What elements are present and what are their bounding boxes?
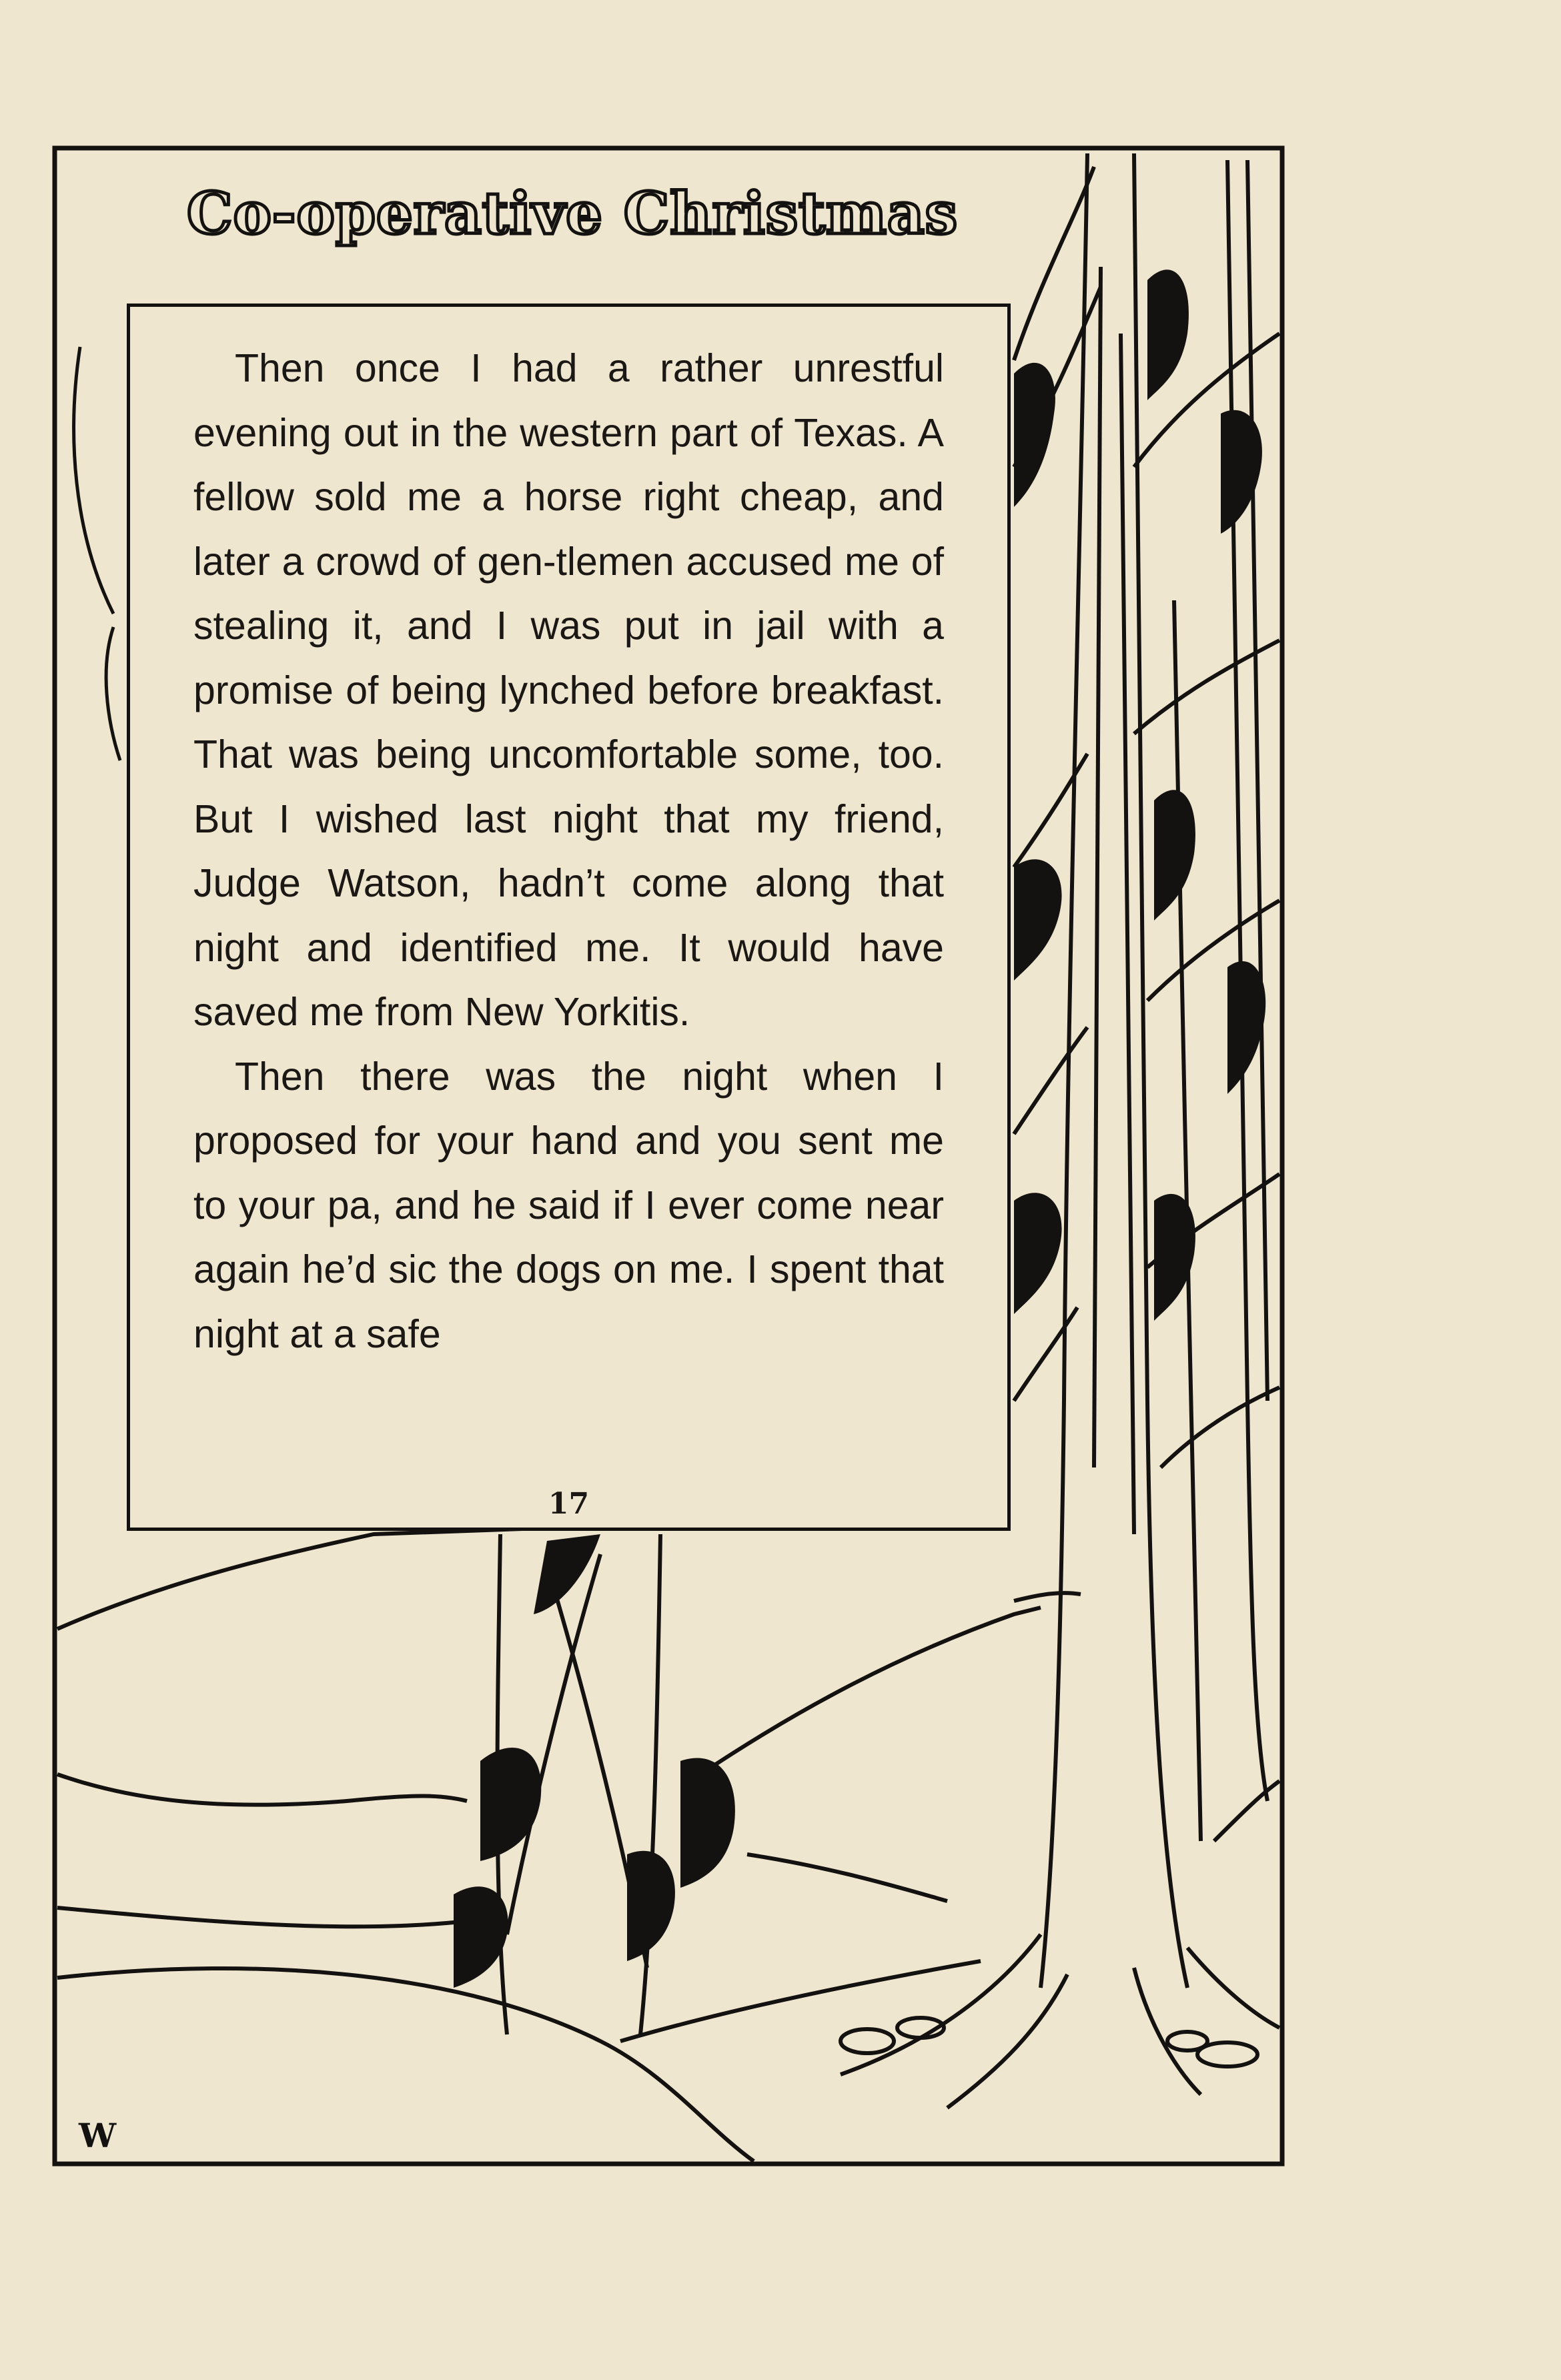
left-bush <box>74 347 120 760</box>
body-paragraph: Then once I had a rather unrestful evening out in the western part of Texas. A fellow sold me a horse right cheap, and later a crowd of gen-tlemen accused me of stealing it, and I was put in jail with a promise of being lynched before breakfast. That was being uncomfortable some, too. But I wished last night that my friend, Judge Watson, hadn’t come along that night and identified me. It would have saved me from New Yorkitis. <box>193 346 944 1034</box>
small-tree-foliage <box>454 1534 735 1988</box>
page-number: 17 <box>548 1487 590 1521</box>
illustrator-monogram: W <box>79 2116 117 2155</box>
body-paragraph: Then there was the night when I proposed for your hand and you sent me to your pa, and he said if I ever come near again he’d sic the dogs on me. I spent that night at a safe <box>193 1054 944 1356</box>
text-panel <box>127 304 1011 1531</box>
tree-roots <box>841 1934 1279 2108</box>
running-head-title: Co-operative Christmas <box>187 180 958 247</box>
ground-lines <box>57 1528 1279 2161</box>
